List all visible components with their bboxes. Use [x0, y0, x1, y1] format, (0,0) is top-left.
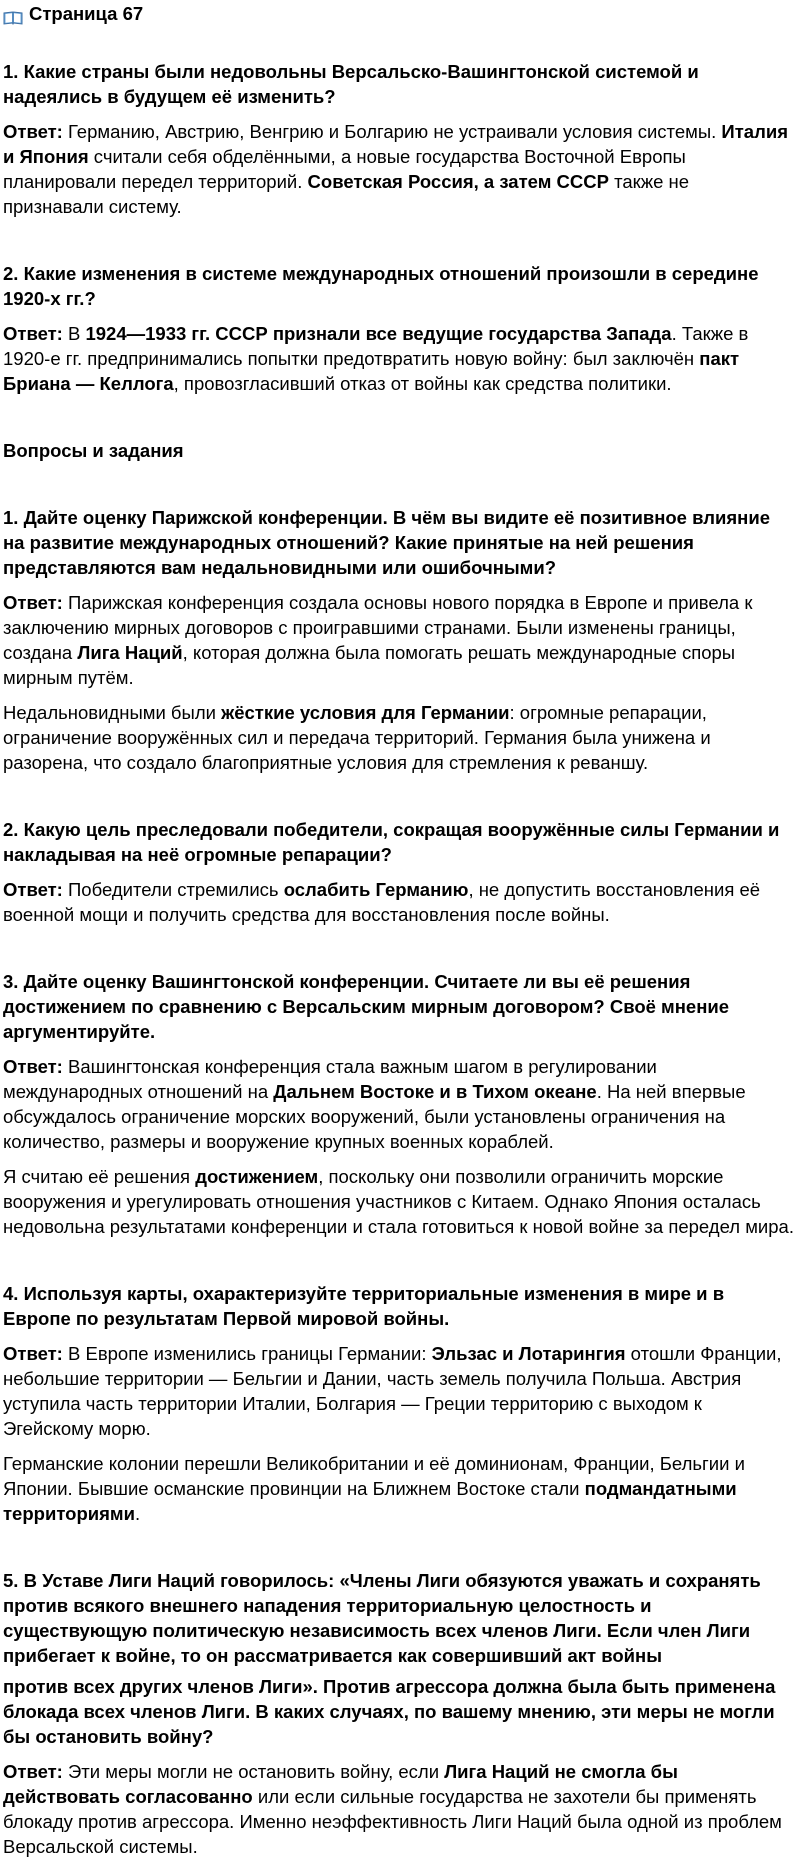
task-2-answer: Ответ: Победители стремились ослабить Германию, не допустить восстановления её военной мощи и получить средства для восстановления после войны. — [3, 879, 761, 925]
answer-label: Ответ: — [3, 592, 63, 613]
open-book-icon — [3, 6, 23, 20]
task-1-answer: Ответ: Парижская конференция создала основы нового порядка в Европе и привела к заключению мирных договоров с проигравшими странами. Были изменены границы, создана Лига Наций, которая должна была помогать решать международные споры мирным путём. — [3, 592, 753, 688]
answer-label: Ответ: — [3, 1761, 63, 1782]
task-2-question: 2. Какую цель преследовали победители, сокращая вооружённые силы Германии и накладывая на неё огромные репарации? — [3, 819, 780, 865]
answer-label: Ответ: — [3, 1056, 63, 1077]
task-5-question-part-2: против всех других членов Лиги». Против агрессора должна была быть применена блокада всех членов Лиги. В каких случаях, по вашему мнению, эти меры не могли бы остановить войну? — [3, 1676, 776, 1747]
task-5-answer: Ответ: Эти меры могли не остановить войну, если Лига Наций не смогла бы действовать согласованно или если сильные государства не захотели бы применять блокаду против агрессора. Именно неэффективность Лиги Наций была одной из проблем Версальской системы. — [3, 1761, 782, 1857]
question-2: 2. Какие изменения в системе международных отношений произошли в середине 1920-х гг.? — [3, 263, 759, 309]
task-1-answer-paragraph-2: Недальновидными были жёсткие условия для Германии: огромные репарации, ограничение вооружённых сил и передача территорий. Германия была унижена и разорена, что создало благоприятные условия для стремления к реваншу. — [3, 702, 711, 773]
answer-label: Ответ: — [3, 323, 63, 344]
section-title: Вопросы и задания — [3, 440, 184, 461]
answer-label: Ответ: — [3, 121, 63, 142]
answer-2: Ответ: В 1924—1933 гг. СССР признали все ведущие государства Запада. Также в 1920-е гг. предпринимались попытки предотвратить новую войну: был заключён пакт Бриана — Келлога, провозгласивший отказ от войны как средства политики. — [3, 323, 749, 394]
task-4-question: 4. Используя карты, охарактеризуйте территориальные изменения в мире и в Европе по результатам Первой мировой войны. — [3, 1283, 725, 1329]
answer-label: Ответ: — [3, 879, 63, 900]
task-3-question: 3. Дайте оценку Вашингтонской конференции. Считаете ли вы её решения достижением по сравнению с Версальским мирным договором? Своё мнение аргументируйте. — [3, 971, 730, 1042]
task-1-question: 1. Дайте оценку Парижской конференции. В чём вы видите её позитивное влияние на развитие международных отношений? Какие принятые на ней решения представляются вам недальновидными или ошибочными? — [3, 507, 770, 578]
task-3-answer: Ответ: Вашингтонская конференция стала важным шагом в регулировании международных отношений на Дальнем Востоке и в Тихом океане. На ней впервые обсуждалось ограничение морских вооружений, были установлены ограничения на количество, размеры и вооружение крупных военных кораблей. — [3, 1056, 746, 1152]
page-title: Страница 67 — [29, 2, 144, 24]
task-4-answer-paragraph-2: Германские колонии перешли Великобритании и её доминионам, Франции, Бельгии и Японии. Бывшие османские провинции на Ближнем Востоке стали подмандатными территориями. — [3, 1453, 745, 1524]
task-5-question-part-1: 5. В Уставе Лиги Наций говорилось: «Члены Лиги обязуются уважать и сохранять против всякого внешнего нападения территориальную целостность и существующую политическую независимость всех членов Лиги. Если член Лиги прибегает к войне, то он рассматривается как совершивший акт войны — [3, 1570, 761, 1666]
task-4-answer: Ответ: В Европе изменились границы Германии: Эльзас и Лотарингия отошли Франции, небольшие территории — Бельгии и Дании, часть земель получила Польша. Австрия уступила часть территории Италии, Болгария — Греции территорию с выходом к Эгейскому морю. — [3, 1343, 782, 1439]
task-3-answer-paragraph-2: Я считаю её решения достижением, поскольку они позволили ограничить морские вооружения и урегулировать отношения участников с Китаем. Однако Япония осталась недовольна результатами конференции и стала готовиться к новой войне за передел мира. — [3, 1166, 794, 1237]
answer-1: Ответ: Германию, Австрию, Венгрию и Болгарию не устраивали условия системы. Италия и Япония считали себя обделёнными, а новые государства Восточной Европы планировали передел территорий. Советская Россия, а затем СССР также не признавали систему. — [3, 121, 788, 217]
page-header — [3, 0, 794, 26]
answer-label: Ответ: — [3, 1343, 63, 1364]
question-1: 1. Какие страны были недовольны Версальско-Вашингтонской системой и надеялись в будущем её изменить? — [3, 61, 699, 107]
